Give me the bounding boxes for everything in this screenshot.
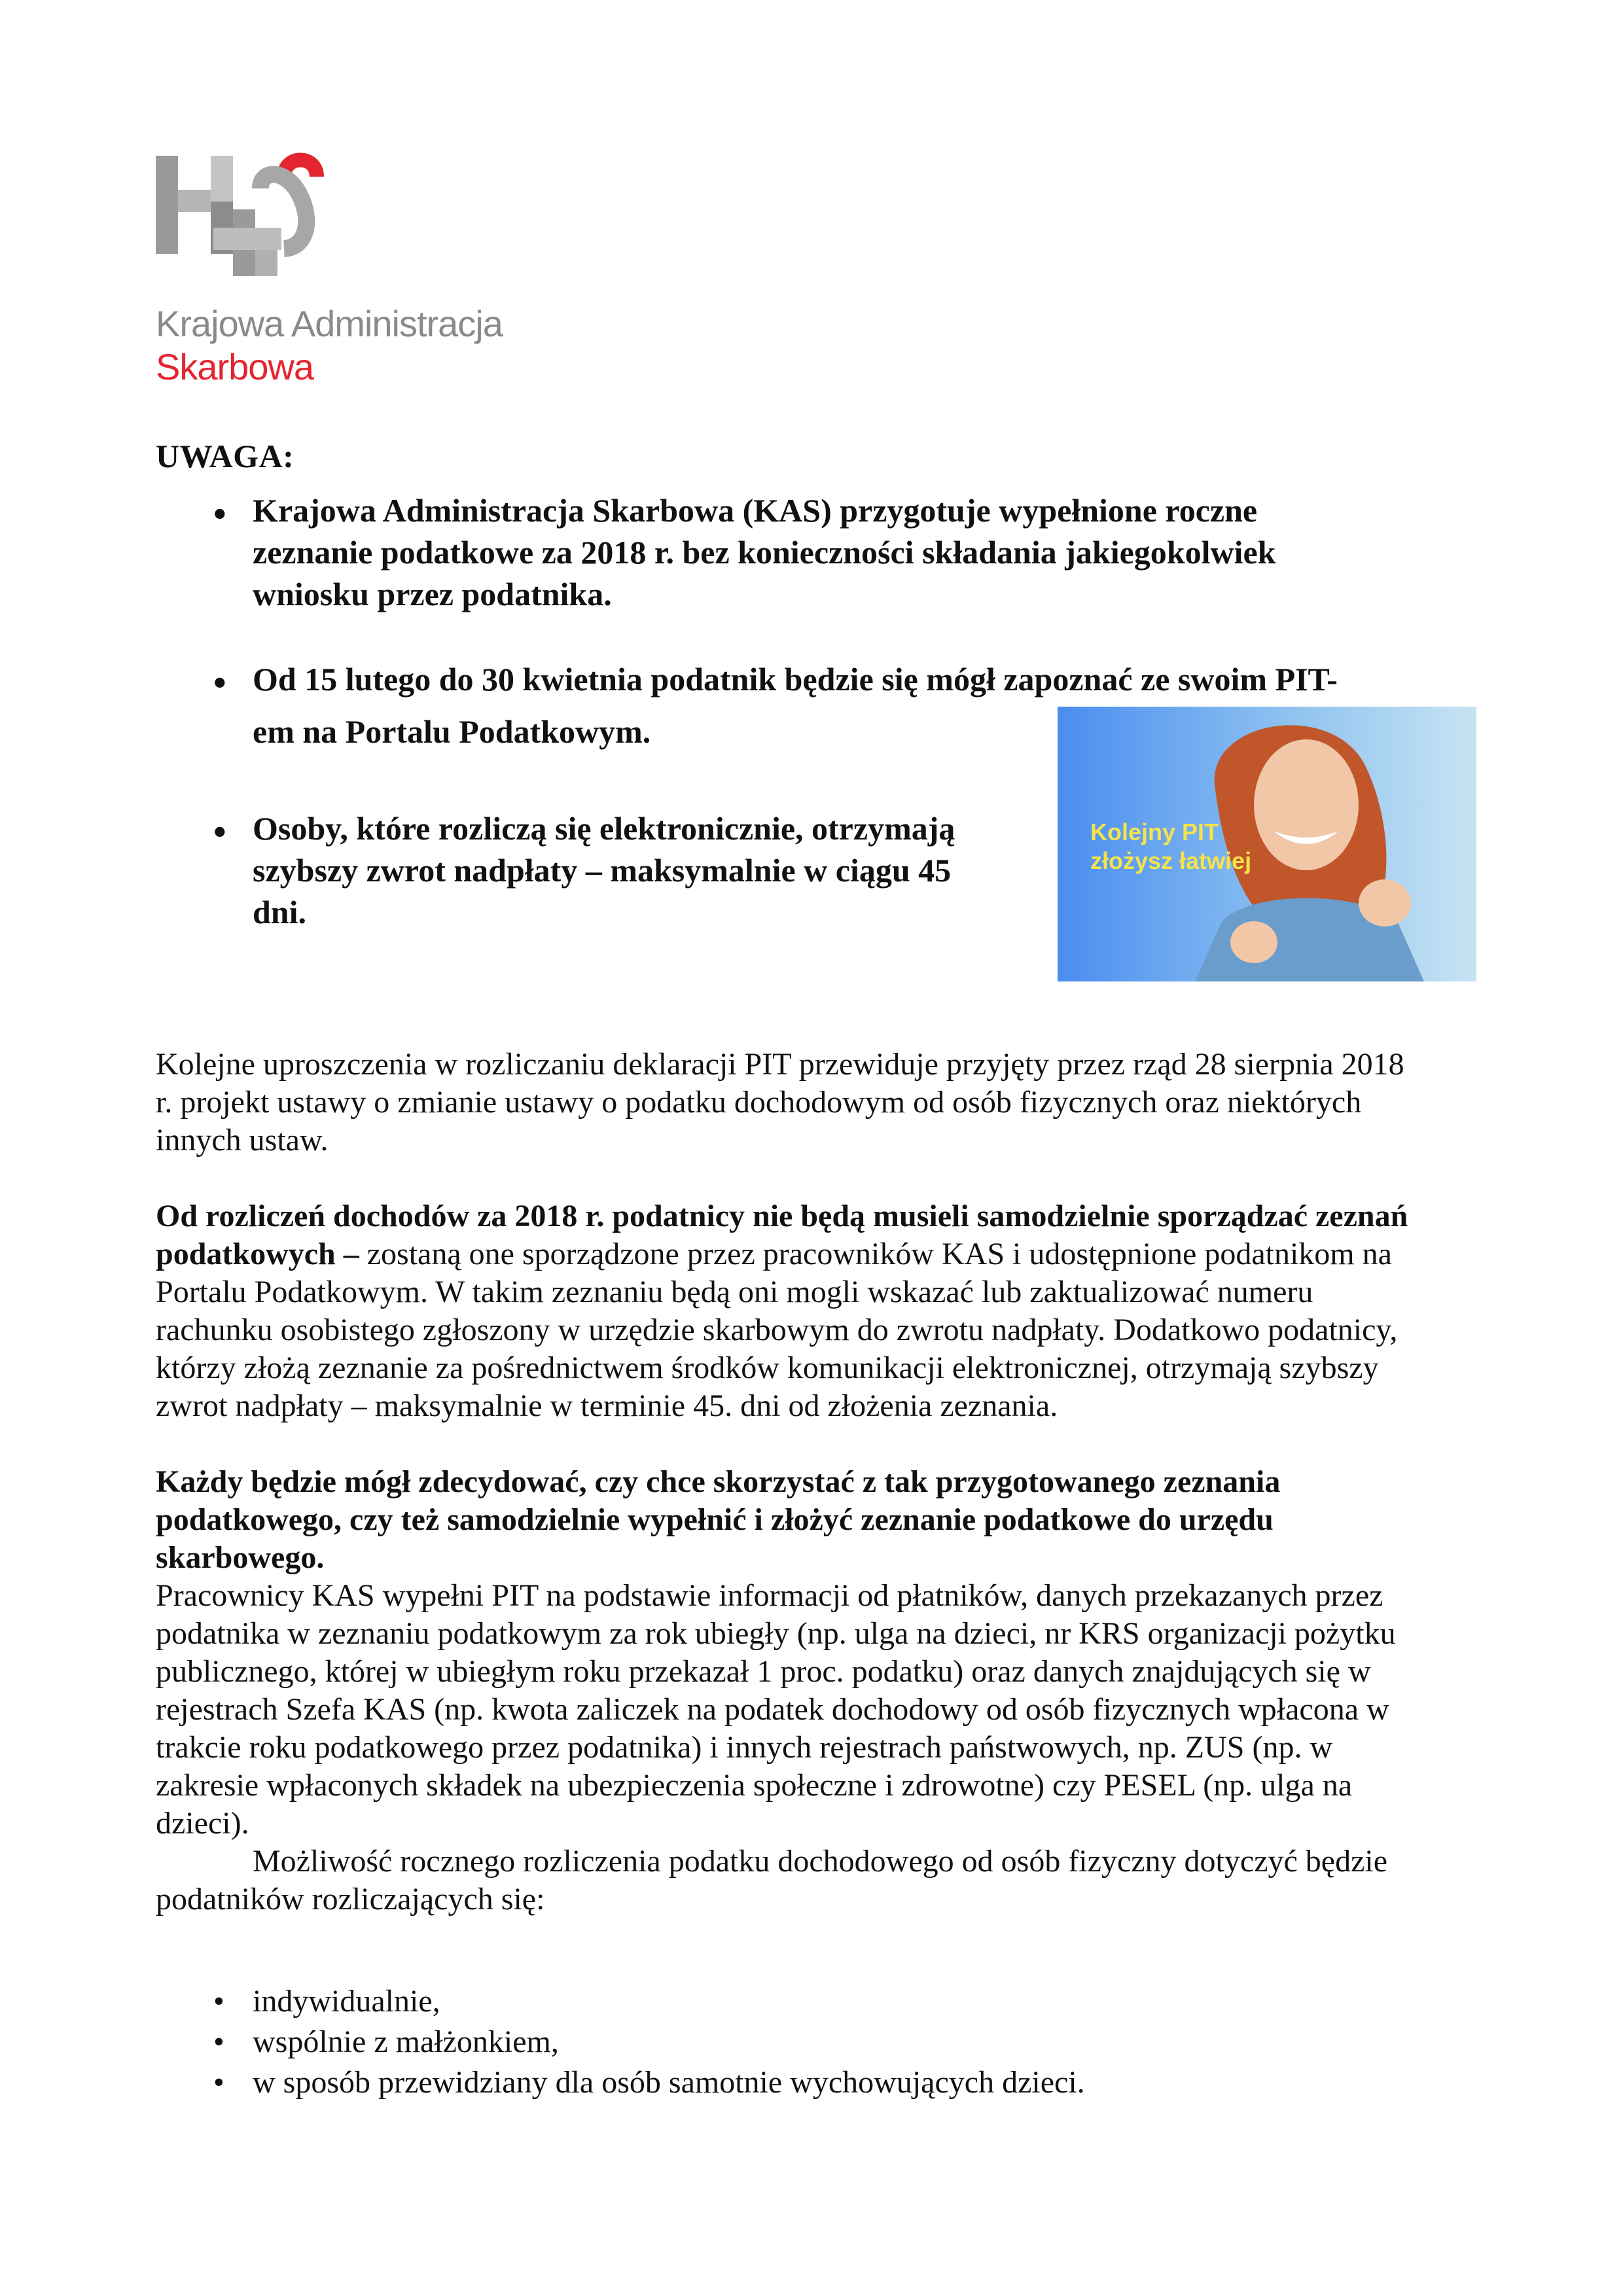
- promo-caption-line-2: złożysz łatwiej: [1090, 847, 1252, 874]
- paragraph-bold-line: podatkowego, czy też samodzielnie wypełnić i złożyć zeznanie podatkowe do urzędu: [156, 1502, 1274, 1537]
- bullet-icon: •: [213, 494, 226, 535]
- list-item-text: wspólnie z małżonkiem,: [253, 2024, 559, 2059]
- paragraph-line: rejestrach Szefa KAS (np. kwota zaliczek na podatek dochodowy od osób fizycznych wpłacona w: [156, 1692, 1389, 1727]
- bullet-icon: •: [213, 812, 226, 853]
- uwaga-bullet-3-line-3: dni.: [253, 894, 307, 930]
- paragraph-line: r. projekt ustawy o zmianie ustawy o podatku dochodowym od osób fizycznych oraz niektórych: [156, 1085, 1362, 1120]
- uwaga-bullet-2-line-2: em na Portalu Podatkowym.: [253, 713, 651, 750]
- list-item-text: w sposób przewidziany dla osób samotnie wychowujących dzieci.: [253, 2065, 1085, 2100]
- paragraph-kas-prepares: [156, 1197, 1478, 1425]
- bullet-icon: •: [213, 2065, 224, 2100]
- uwaga-bullet-3-line-2: szybszy zwrot nadpłaty – maksymalnie w ciągu 45: [253, 852, 952, 889]
- paragraph-line: zostaną one sporządzone przez pracowników KAS i udostępnione podatnikom na: [359, 1237, 1392, 1271]
- uwaga-heading: UWAGA:: [156, 438, 294, 474]
- paragraph-line: podatników rozliczających się:: [156, 1882, 545, 1916]
- paragraph-line: Możliwość rocznego rozliczenia podatku dochodowego od osób fizyczny dotyczyć będzie: [253, 1844, 1388, 1879]
- bullet-icon: •: [213, 2024, 224, 2059]
- paragraph-line: trakcie roku podatkowego przez podatnika) i innych rejestrach państwowych, np. ZUS (np. w: [156, 1730, 1333, 1765]
- paragraph-line: zakresie wpłaconych składek na ubezpieczenia społeczne i zdrowotne) czy PESEL (np. ulga na: [156, 1768, 1353, 1803]
- kas-monogram: [156, 156, 317, 276]
- logo-line-2: Skarbowa: [156, 346, 314, 387]
- paragraph-line: innych ustaw.: [156, 1123, 329, 1157]
- paragraph-bold-line: skarbowego.: [156, 1540, 325, 1575]
- paragraph-line: zwrot nadpłaty – maksymalnie w terminie 45. dni od złożenia zeznania.: [156, 1388, 1058, 1423]
- paragraph-choice: [156, 1463, 1478, 1577]
- paragraph-line: Portalu Podatkowym. W takim zeznaniu będą oni mogli wskazać lub zaktualizować numeru: [156, 1275, 1313, 1309]
- uwaga-bullet-2-line-1: Od 15 lutego do 30 kwietnia podatnik będzie się mógł zapoznać ze swoim PIT-: [253, 661, 1338, 698]
- paragraph-line: którzy złożą zeznanie za pośrednictwem środków komunikacji elektronicznej, otrzymają szybszy: [156, 1351, 1379, 1385]
- uwaga-bullet-1-line-1: Krajowa Administracja Skarbowa (KAS) przygotuje wypełnione roczne: [253, 492, 1258, 529]
- uwaga-bullet-3-line-1: Osoby, które rozliczą się elektronicznie, otrzymają: [253, 810, 955, 847]
- paragraph-line: publicznego, której w ubiegłym roku przekazał 1 proc. podatku) oraz danych znajdujących się w: [156, 1654, 1371, 1689]
- paragraph-bold-line: Każdy będzie mógł zdecydować, czy chce skorzystać z tak przygotowanego zeznania: [156, 1464, 1281, 1499]
- promo-caption-line-1: Kolejny PIT: [1090, 819, 1219, 845]
- paragraph-bold-line: Od rozliczeń dochodów za 2018 r. podatnicy nie będą musieli samodzielnie sporządzać zeznań: [156, 1199, 1408, 1233]
- logo-organization-name: [156, 302, 503, 389]
- paragraph-line: Kolejne uproszczenia w rozliczaniu deklaracji PIT przewiduje przyjęty przez rząd 28 sierpnia 2018: [156, 1047, 1404, 1082]
- paragraph-bold-phrase: podatkowych –: [156, 1237, 359, 1271]
- promo-image: [1058, 707, 1476, 981]
- paragraph-line: Pracownicy KAS wypełni PIT na podstawie informacji od płatników, danych przekazanych przez: [156, 1578, 1383, 1613]
- logo-line-1: Krajowa Administracja: [156, 303, 503, 344]
- paragraph-line: rachunku osobistego zgłoszony w urzędzie skarbowym do zwrotu nadpłaty. Dodatkowo podatnicy,: [156, 1313, 1398, 1347]
- uwaga-bullet-1-line-3: wniosku przez podatnika.: [253, 576, 612, 612]
- paragraph-line: dzieci).: [156, 1806, 249, 1841]
- paragraph-data-sources: [156, 1577, 1478, 1843]
- bullet-icon: •: [213, 663, 226, 703]
- promo-caption: [1090, 818, 1251, 875]
- paragraph-intro: [156, 1046, 1478, 1159]
- paragraph-line: podatnika w zeznaniu podatkowym za rok ubiegły (np. ulga na dzieci, nr KRS organizacji pożytku: [156, 1616, 1396, 1651]
- bullet-icon: •: [213, 1984, 224, 2019]
- paragraph-eligibility: [156, 1843, 1478, 1918]
- list-item-text: indywidualnie,: [253, 1984, 440, 2019]
- uwaga-bullet-1-line-2: zeznanie podatkowe za 2018 r. bez konieczności składania jakiegokolwiek: [253, 534, 1276, 571]
